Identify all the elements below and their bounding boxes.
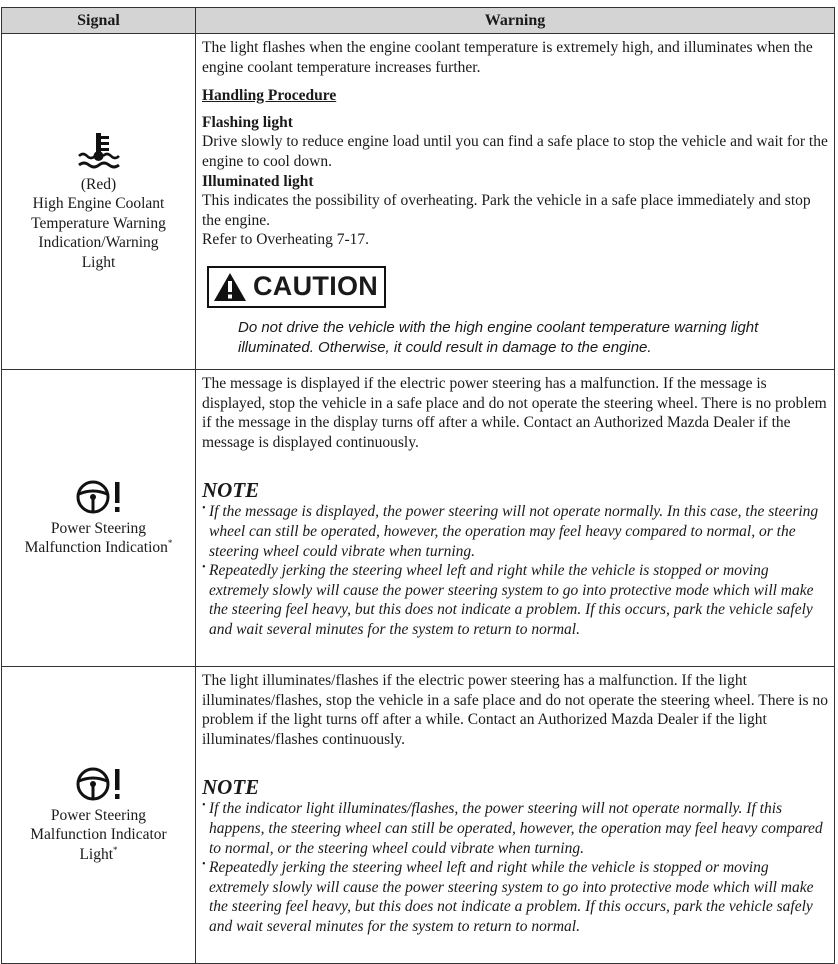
table-header-row — [2, 8, 835, 34]
note-heading: NOTE — [202, 775, 260, 800]
footnote-marker: * — [113, 844, 118, 855]
warning-column-header: Warning — [196, 8, 835, 34]
signal-label-line — [2, 538, 195, 558]
bullet-icon: • — [202, 800, 206, 812]
signal-label-line: High Engine Coolant — [32, 195, 165, 213]
illuminated-light-heading: Illuminated light — [202, 172, 314, 190]
caution-label-box — [207, 266, 386, 308]
steering-warning-icon — [75, 766, 123, 802]
warning-cell — [196, 34, 835, 370]
note-text: If the indicator light illuminates/flashes, the power steering will not operate normally. If this happens, the steering wheel can still be operated, however, the operation may feel heavy compared to normal, or the steering wheel could vibrate when turning. — [209, 800, 823, 857]
signal-label-line: Power Steering — [50, 519, 147, 537]
warning-table-page — [1, 7, 835, 964]
signal-label-line — [2, 845, 195, 865]
handling-procedure-heading: Handling Procedure — [202, 87, 337, 105]
bullet-icon: • — [202, 562, 206, 574]
warning-triangle-icon — [213, 272, 247, 302]
bullet-icon: • — [202, 859, 206, 871]
bullet-icon: • — [202, 503, 206, 515]
steering-warning-icon — [75, 479, 123, 515]
table-row — [2, 667, 835, 964]
signal-cell — [2, 370, 196, 667]
warning-table — [1, 7, 835, 964]
warning-cell — [196, 667, 835, 964]
note-text: Repeatedly jerking the steering wheel left and right while the vehicle is stopped or moving extremely slowly will cause the power steering system to go into protective mode which will make the steering feel heavy, but this does not indicate a problem. If this occurs, park the vehicle safely and wait several minutes for the system to return to normal. — [209, 562, 814, 638]
warning-cell — [196, 370, 835, 667]
signal-label-line: Temperature Warning — [31, 214, 166, 232]
table-row — [2, 370, 835, 667]
signal-cell — [2, 34, 196, 370]
signal-cell — [2, 667, 196, 964]
signal-label-line: Light — [81, 253, 116, 271]
note-item — [202, 858, 828, 936]
note-heading: NOTE — [202, 478, 260, 503]
signal-label-line: Indication/Warning — [38, 234, 159, 252]
signal-label-text: Light — [79, 845, 114, 863]
flashing-light-text: Drive slowly to reduce engine load until you can find a safe place to stop the vehicle and wait for the engine to cool down. — [202, 133, 828, 170]
caution-label: CAUTION — [253, 271, 379, 302]
caution-text: Do not drive the vehicle with the high engine coolant temperature warning light illuminated. Otherwise, it could result in damage to the engine. — [238, 318, 759, 356]
flashing-light-heading: Flashing light — [202, 113, 293, 131]
signal-label-line: Power Steering — [50, 806, 147, 824]
refer-text: Refer to Overheating 7-17. — [202, 231, 369, 249]
note-text: If the message is displayed, the power steering will not operate normally. In this case, the steering wheel can still be operated, however, the operation may feel heavy compared to normal, or the steering wheel could vibrate when turning. — [209, 503, 819, 560]
signal-column-header: Signal — [2, 8, 196, 34]
illuminated-light-text: This indicates the possibility of overheating. Park the vehicle in a safe place immediately and stop the engine. — [202, 192, 811, 229]
note-item — [202, 799, 828, 858]
warning-intro: The light flashes when the engine coolant temperature is extremely high, and illuminates when the engine coolant temperature increases further. — [202, 39, 813, 76]
footnote-marker: * — [167, 537, 173, 548]
signal-label-text: Malfunction Indication — [24, 539, 168, 556]
signal-label-line: (Red) — [80, 175, 117, 193]
signal-label-line: Malfunction Indicator — [30, 826, 167, 844]
note-item — [202, 502, 828, 561]
coolant-temperature-icon — [77, 131, 121, 171]
note-text: Repeatedly jerking the steering wheel left and right while the vehicle is stopped or moving extremely slowly will cause the power steering system to go into protective mode which will make the steering feel heavy, but this does not indicate a problem. If this occurs, park the vehicle safely and wait several minutes for the system to return to normal. — [209, 859, 814, 935]
warning-intro: The light illuminates/flashes if the electric power steering has a malfunction. If the light illuminates/flashes, stop the vehicle in a safe place and do not operate the steering wheel. There is no problem if the light turns off after a while. Contact an Authorized Mazda Dealer if the light illuminates/flashes continuously. — [202, 672, 828, 748]
table-row — [2, 34, 835, 370]
warning-intro: The message is displayed if the electric power steering has a malfunction. If the message is displayed, stop the vehicle in a safe place and do not operate the steering wheel. There is no problem if the message in the display turns off after a while. Contact an Authorized Mazda Dealer if the message is displayed continuously. — [202, 375, 827, 451]
note-item — [202, 561, 828, 639]
